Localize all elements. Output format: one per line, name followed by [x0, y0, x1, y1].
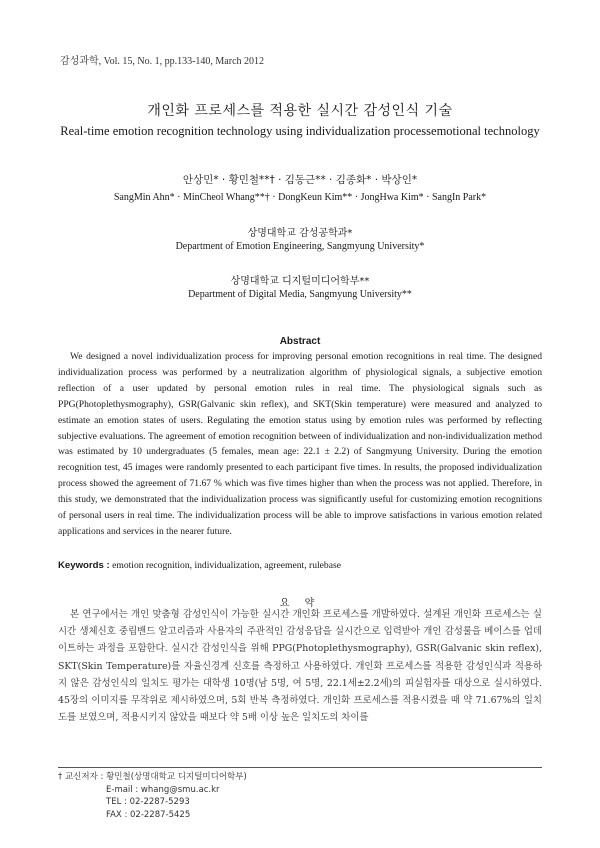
affiliation-1-korean: 상명대학교 감성공학과*: [247, 228, 353, 239]
keywords: [58, 560, 542, 571]
korean-summary-text: 본 연구에서는 개인 맞춤형 감성인식이 가능한 실시간 개인화 프로세스를 개발하였다. 설계된 개인화 프로세스는 실시간 생체신호 중립밴드 알고리즘과 사용자의 주관적인 감성응답을 실시간으로 입력받아 개인 감성룰을 베이스를 업데이트하는 과정을 포함한다. 실시간 감성인식을 위해 PPG(Photoplethysmography), GSR(Galvanic skin reflex), SKT(Skin Temperature)를 자율신경계 신호를 측정하고 사용하였다. 개인화 프로세스를 적용한 감성인식과 적용하지 않은 감성인식의 일치도 평가는 대학생 10명(남 5명, 여 5명, 22.1세±2.2세)의 피실험자를 대상으로 실시하였다. 45장의 이미지를 무작위로 제시하였으며, 5회 반복 측정하였다. 개인화 프로세스를 적용시켰을 때 약 71.67%의 일치도를 보였으며, 적용시키지 않았을 때보다 약 5배 이상 높은 일치도의 차이를: [58, 609, 542, 724]
footnote-author: † 교신저자 : 황민철(상명대학교 디지털미디어학부): [58, 772, 247, 782]
footnote-divider: [58, 767, 542, 768]
affiliation-2-english: Department of Digital Media, Sangmyung University**: [188, 289, 412, 300]
paper-title-english: Real-time emotion recognition technology using individualization processemotional technology: [60, 124, 540, 138]
authors-english: SangMin Ahn* · MinCheol Whang**† · DongKeun Kim** · JongHwa Kim* · SangIn Park*: [113, 192, 487, 203]
affiliation-1-english: Department of Emotion Engineering, Sangmyung University*: [175, 241, 425, 252]
affiliation-2-korean: 상명대학교 디지털미디어학부**: [230, 276, 370, 287]
corresponding-author-footnote: [58, 771, 247, 821]
footnote-tel: TEL : 02-2287-5293: [106, 797, 190, 807]
keywords-text: emotion recognition, individualization, agreement, rulebase: [109, 560, 341, 571]
authors-korean: 안상민* · 황민철**† · 김동근** · 김종화* · 박상인*: [182, 174, 418, 186]
journal-citation: 감성과학, Vol. 15, No. 1, pp.133-140, March 2012: [60, 56, 265, 67]
keywords-label: Keywords :: [58, 560, 110, 571]
abstract-text: We designed a novel individualization process for improving personal emotion recognitions in real time. The designed individualization process was performed by a neutralization algorithm of physiological signals, a subjective emotion reflection of a user updated by personal emotion rules in real time. The physiological signals such as PPG(Photoplethysmography), GSR(Galvanic skin reflex), and SKT(Skin temperature) were measured and analyzed to estimate an emotion states of users. Regulating the emotion status using by emotion rules was performed by reflecting subjective evaluations. The agreement of emotion recognition between of individualization and non-individualization method was estimated by 10 undergraduates (5 females, mean age: 22.1 ± 2.2) of Sangmyung University. During the emotion recognition test, 45 images were randomly presented to each participant five times. In results, the proposed individualization process showed the agreement of 71.67 % which was five times higher than when the process was not applied. Therefore, in this study, we demonstrated that the individualization process was significantly useful for customizing emotion recognitions of personal users in real time. The individualization process will be able to improve satisfactions in various emotion related applications and services in the nearer future.: [58, 351, 542, 537]
footnote-fax: FAX : 02-2287-5425: [106, 809, 191, 820]
footnote-email: E-mail : whang@smu.ac.kr: [106, 784, 220, 795]
korean-summary-heading: 요 약: [279, 598, 321, 609]
paper-title-korean: 개인화 프로세스를 적용한 실시간 감성인식 기술: [147, 103, 453, 119]
abstract-heading: Abstract: [279, 336, 321, 347]
